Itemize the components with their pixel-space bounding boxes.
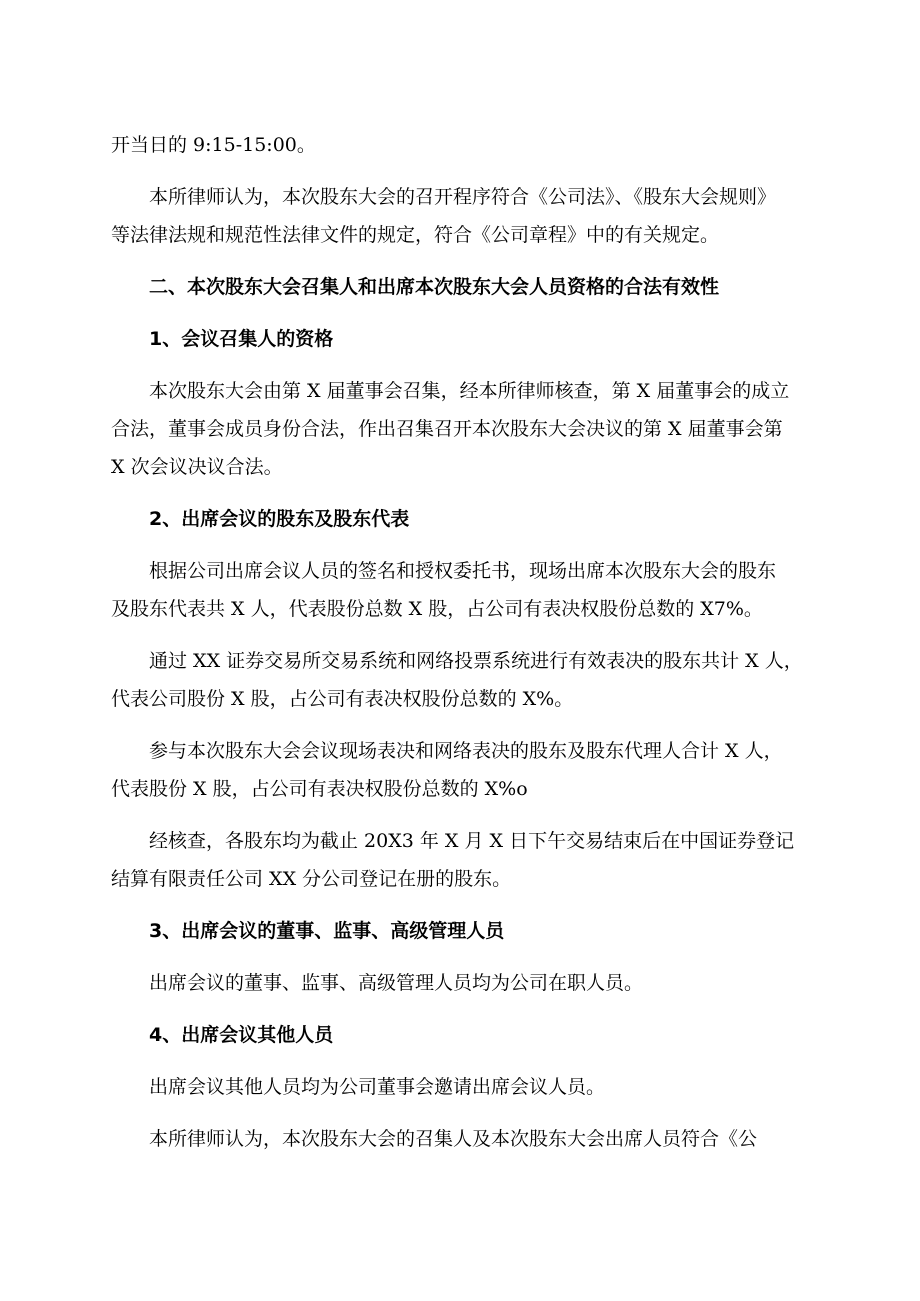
text-line: 出席会议其他人员均为公司董事会邀请出席会议人员。 bbox=[149, 1076, 606, 1098]
subheading-other-attendees bbox=[111, 1016, 811, 1054]
paragraph-convener bbox=[111, 372, 811, 486]
text-line: 经核查，各股东均为截止 20X3 年 X 月 X 日下午交易结束后在中国证券登记 bbox=[149, 830, 795, 852]
paragraph-online-voting bbox=[111, 642, 811, 718]
text-line: 等法律法规和规范性法律文件的规定，符合《公司章程》中的有关规定。 bbox=[111, 224, 720, 246]
text-line: 出席会议的董事、监事、高级管理人员均为公司在职人员。 bbox=[149, 972, 644, 994]
text-line: 根据公司出席会议人员的签名和授权委托书，现场出席本次股东大会的股东 bbox=[149, 560, 777, 582]
paragraph-record-date bbox=[111, 822, 811, 898]
text-line: 开当日的 9:15-15:00。 bbox=[111, 134, 316, 156]
text-line: 代表股份 X 股，占公司有表决权股份总数的 X%o bbox=[111, 778, 528, 800]
text-line: 合法，董事会成员身份合法，作出召集召开本次股东大会决议的第 X 届董事会第 bbox=[111, 418, 783, 440]
heading-line: 4、出席会议其他人员 bbox=[149, 1024, 334, 1046]
heading-line: 3、出席会议的董事、监事、高级管理人员 bbox=[149, 920, 505, 942]
text-line: 结算有限责任公司 XX 分公司登记在册的股东。 bbox=[111, 868, 512, 890]
text-line: X 次会议决议合法。 bbox=[111, 456, 283, 478]
heading-line: 2、出席会议的股东及股东代表 bbox=[149, 508, 410, 530]
subheading-directors bbox=[111, 912, 811, 950]
subheading-convener bbox=[111, 320, 811, 358]
subheading-shareholders bbox=[111, 500, 811, 538]
paragraph-onsite-attendance bbox=[111, 552, 811, 628]
paragraph-total-attendance bbox=[111, 732, 811, 808]
paragraph-directors bbox=[111, 964, 811, 1002]
paragraph-other-attendees bbox=[111, 1068, 811, 1106]
text-line: 通过 XX 证券交易所交易系统和网络投票系统进行有效表决的股东共计 X 人， bbox=[149, 650, 803, 672]
paragraph-opinion-procedure bbox=[111, 178, 811, 254]
paragraph-meeting-time bbox=[111, 126, 811, 164]
text-line: 及股东代表共 X 人，代表股份总数 X 股，占公司有表决权股份总数的 X7%。 bbox=[111, 598, 763, 620]
heading-line: 1、会议召集人的资格 bbox=[149, 328, 334, 350]
text-line: 本所律师认为，本次股东大会的召集人及本次股东大会出席人员符合《公 bbox=[149, 1128, 758, 1150]
text-line: 代表公司股份 X 股，占公司有表决权股份总数的 X%。 bbox=[111, 688, 574, 710]
section-heading-qualification bbox=[111, 268, 811, 306]
text-line: 本次股东大会由第 X 届董事会召集，经本所律师核查，第 X 届董事会的成立 bbox=[149, 380, 790, 402]
heading-line: 二、本次股东大会召集人和出席本次股东大会人员资格的合法有效性 bbox=[149, 276, 720, 298]
text-line: 参与本次股东大会会议现场表决和网络表决的股东及股东代理人合计 X 人， bbox=[149, 740, 783, 762]
paragraph-opinion-attendees bbox=[111, 1120, 811, 1158]
text-line: 本所律师认为，本次股东大会的召开程序符合《公司法》、《股东大会规则》 bbox=[149, 186, 777, 208]
document-body bbox=[111, 126, 811, 1158]
